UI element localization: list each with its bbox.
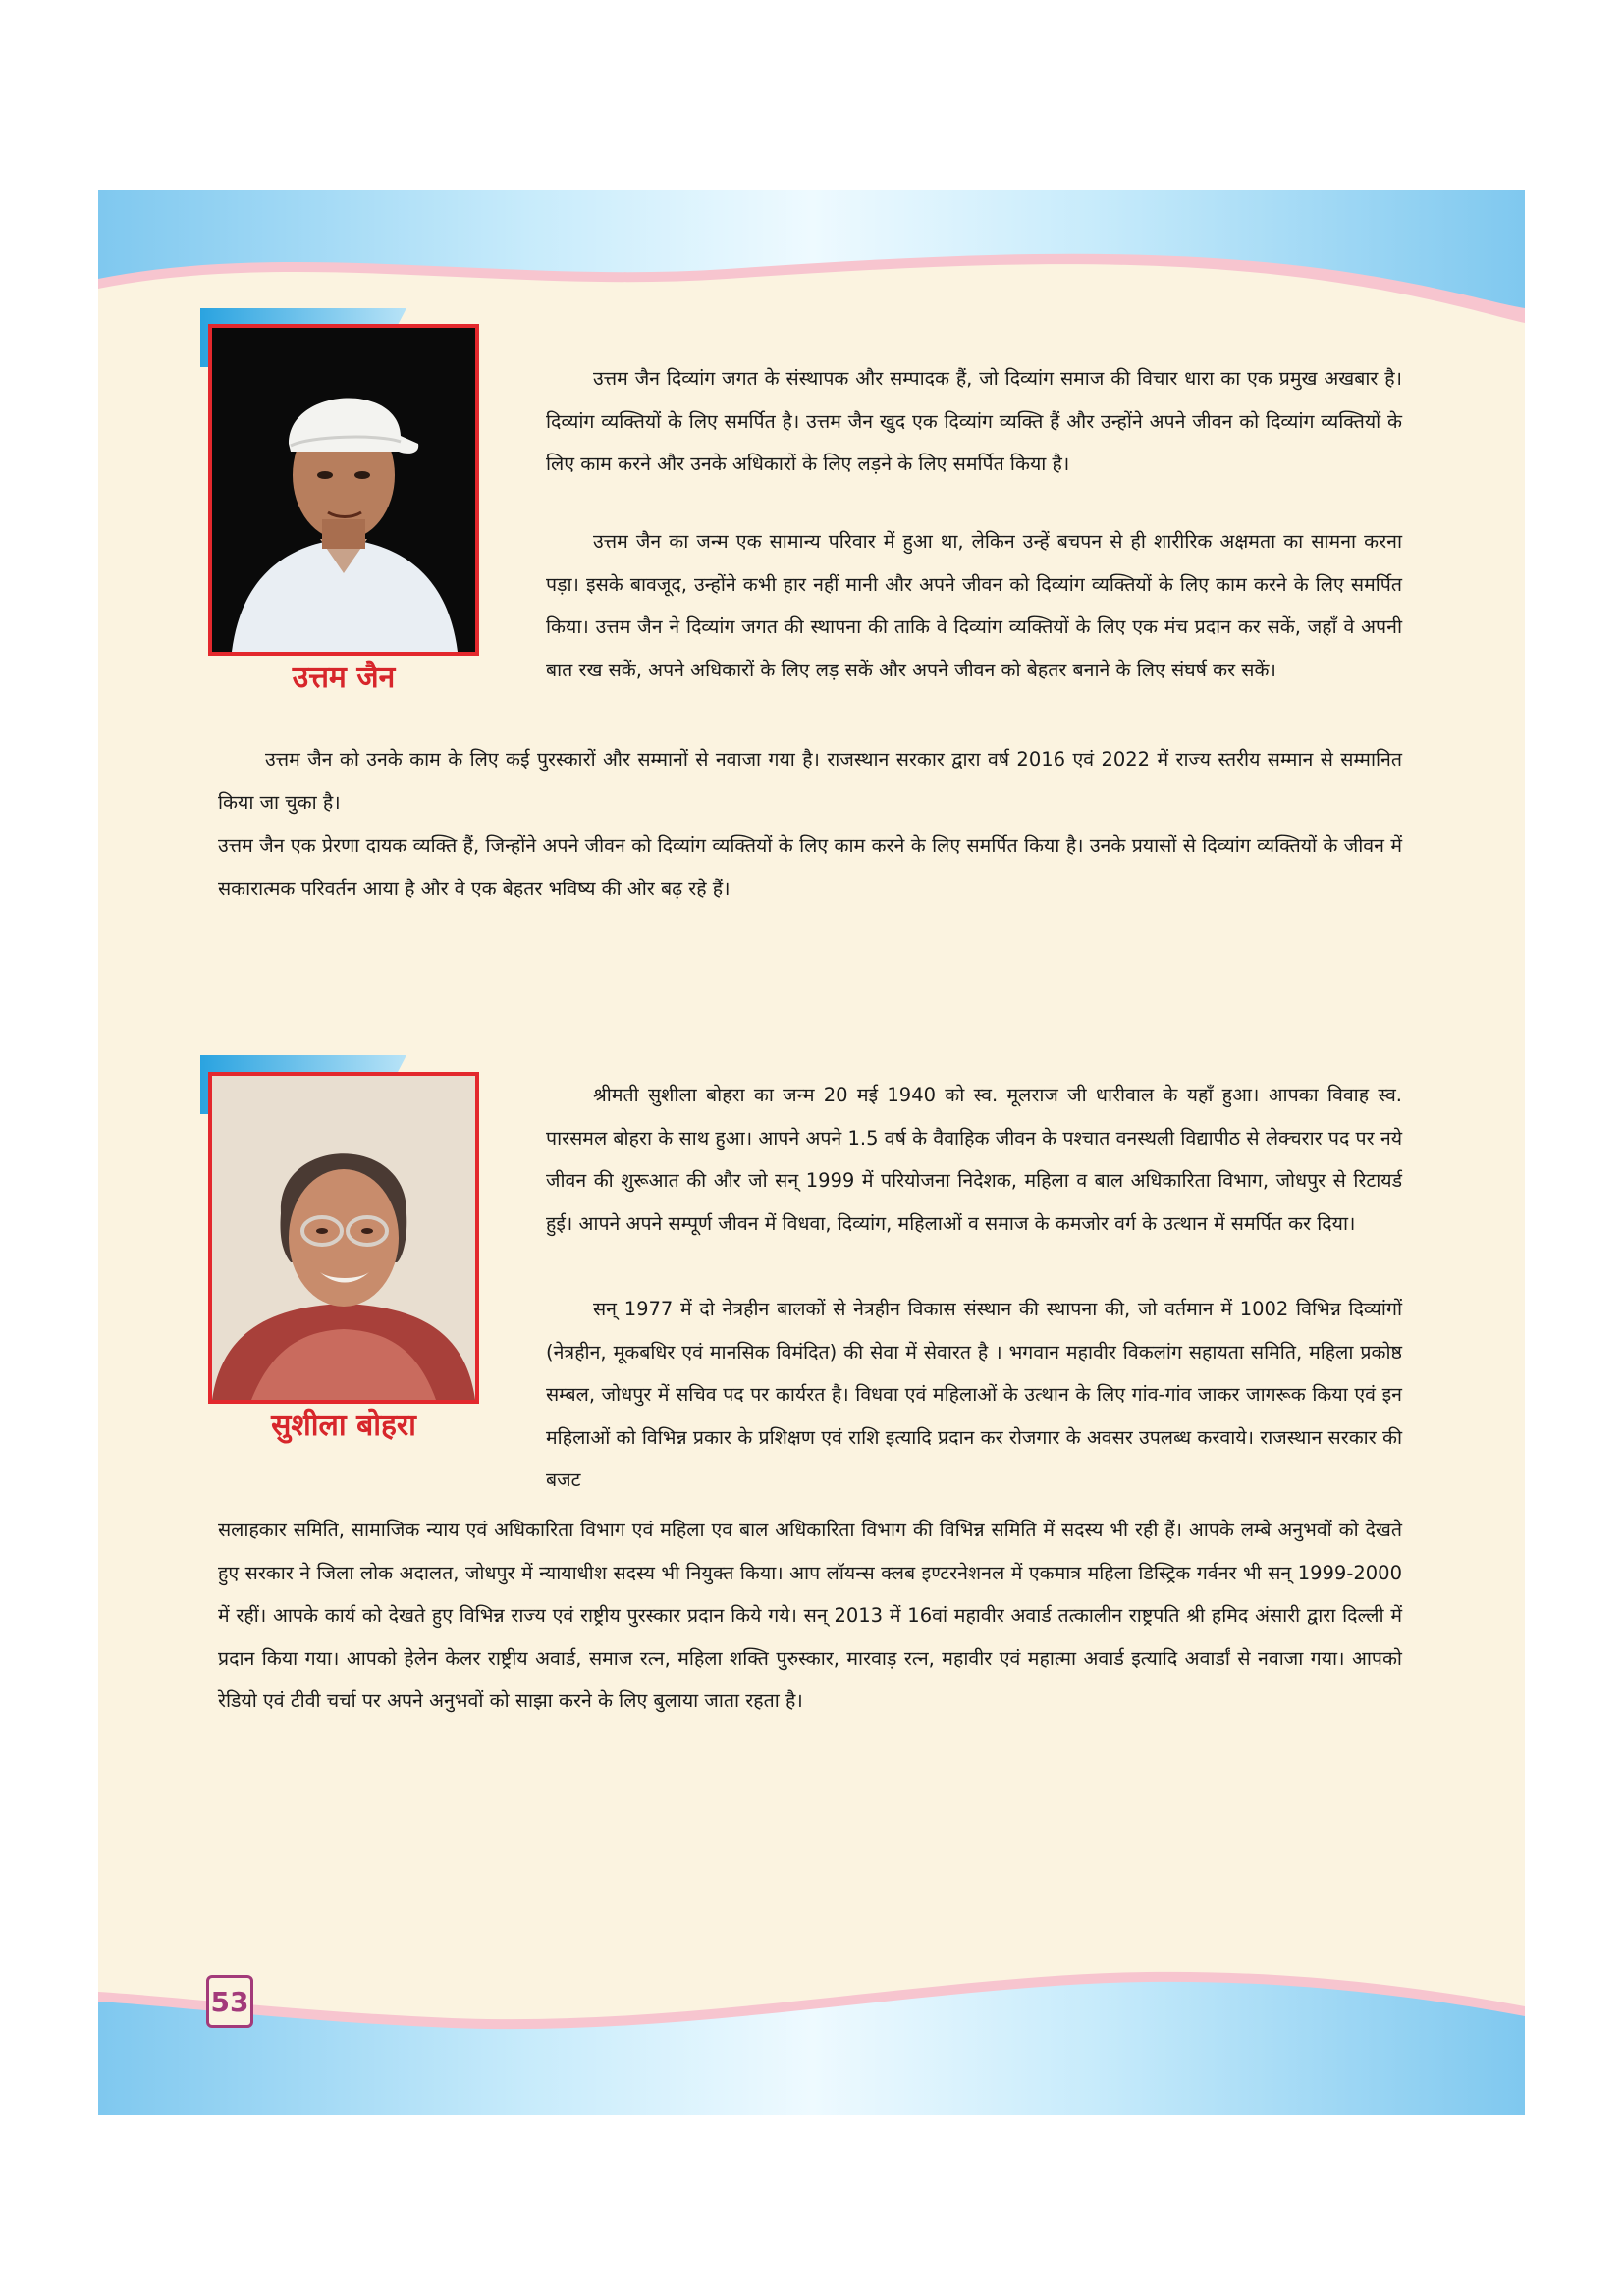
- portrait-photo-elderly-woman-icon: [212, 1076, 475, 1400]
- profile-1-paragraph-2: उत्तम जैन का जन्म एक सामान्य परिवार में हुआ था, लेकिन उन्हें बचपन से ही शारीरिक अक्षमता का सामना करना पड़ा। इसके बावजूद, उन्होंने कभी हार नहीं मानी और अपने जीवन को दिव्यांग व्यक्तियों के लिए काम करने के लिए समर्पित किया। उत्तम जैन ने दिव्यांग जगत की स्थापना की ताकि वे दिव्यांग व्यक्तियों के लिए एक मंच प्रदान कर सकें, जहाँ वे अपनी बात रख सकें, अपने अधिकारों के लिए लड़ सकें और अपने जीवन को बेहतर बनाने के लिए संघर्ष कर सकें।: [546, 530, 1402, 681]
- profile-1-paragraph-3: उत्तम जैन को उनके काम के लिए कई पुरस्कारों और सम्मानों से नवाजा गया है। राजस्थान सरकार द्वारा वर्ष 2016 एवं 2022 में राज्य स्तरीय सम्मान से सम्मानित किया जा चुका है।: [218, 748, 1402, 814]
- profile-1-paragraph-4: उत्तम जैन एक प्रेरणा दायक व्यक्ति हैं, जिन्होंने अपने जीवन को दिव्यांग व्यक्तियों के लिए काम करने के लिए समर्पित किया है। उनके प्रयासों से दिव्यांग व्यक्तियों के जीवन में सकारात्मक परिवर्तन आया है और वे एक बेहतर भविष्य की ओर बढ़ रहे हैं।: [218, 834, 1402, 900]
- profile-2-paragraph-3: सलाहकार समिति, सामाजिक न्याय एवं अधिकारिता विभाग एवं महिला एव बाल अधिकारिता विभाग की विभिन्न समिति में सदस्य भी रही हैं। आपके लम्बे अनुभवों को देखते हुए सरकार ने जिला लोक अदालत, जोधपुर में न्यायाधीश सदस्य भी नियुक्त किया। आप लॉयन्स क्लब इण्टरनेशनल में एकमात्र महिला डिस्ट्रिक गर्वनर भी सन् 1999-2000 में रहीं। आपके कार्य को देखते हुए विभिन्न राज्य एवं राष्ट्रीय पुरस्कार प्रदान किये गये। सन् 2013 में 16वां महावीर अवार्ड तत्कालीन राष्ट्रपति श्री हमिद अंसारी द्वारा दिल्ली में प्रदान किया गया। आपको हेलेन केलर राष्ट्रीय अवार्ड, समाज रत्न, महिला शक्ति पुरुस्कार, मारवाड़ रत्न, महावीर एवं महात्मा अवार्ड इत्यादि अवार्डां से नवाजा गया। आपको रेडियो एवं टीवी चर्चा पर अपने अनुभवों को साझा करने के लिए बुलाया जाता रहता है।: [218, 1519, 1402, 1712]
- page-number: 53: [206, 1975, 253, 2028]
- profile-1-paragraph-1: उत्तम जैन दिव्यांग जगत के संस्थापक और सम्पादक हैं, जो दिव्यांग समाज की विचार धारा का एक प्रमुख अखबार है। दिव्यांग व्यक्तियों के लिए समर्पित है। उत्तम जैन खुद एक दिव्यांग व्यक्ति हैं और उन्होंने अपने जीवन को दिव्यांग व्यक्तियों के लिए काम करने और उनके अधिकारों के लिए लड़ने के लिए समर्पित किया है।: [546, 367, 1402, 475]
- profile-1-photo: [208, 324, 479, 656]
- profile-1-name: उत्तम जैन: [292, 661, 396, 695]
- profile-2-paragraph-2: सन् 1977 में दो नेत्रहीन बालकों से नेत्रहीन विकास संस्थान की स्थापना की, जो वर्तमान में 1002 विभिन्न दिव्यांगों (नेत्रहीन, मूकबधिर एवं मानसिक विमंदित) की सेवा में सेवारत है । भगवान महावीर विकलांग सहायता समिति, महिला प्रकोष्ठ सम्बल, जोधपुर में सचिव पद पर कार्यरत है। विधवा एवं महिलाओं के उत्थान के लिए गांव-गांव जाकर जागरूक किया एवं इन महिलाओं को विभिन्न प्रकार के प्रशिक्षण एवं राशि इत्यादि प्रदान कर रोजगार के अवसर उपलब्ध करवाये। राजस्थान सरकार की बजट: [546, 1298, 1402, 1491]
- profile-2-photo: [208, 1072, 479, 1404]
- portrait-photo-man-cap-icon: [212, 328, 475, 652]
- profile-2-name: सुशीला बोहरा: [271, 1409, 416, 1443]
- profile-2-paragraph-1: श्रीमती सुशीला बोहरा का जन्म 20 मई 1940 को स्व. मूलराज जी धारीवाल के यहाँ हुआ। आपका विवाह स्व. पारसमल बोहरा के साथ हुआ। आपने अपने 1.5 वर्ष के वैवाहिक जीवन के पश्चात वनस्थली विद्यापीठ से लेक्चरार पद पर नये जीवन की शुरूआत की और जो सन् 1999 में परियोजना निदेशक, महिला व बाल अधिकारिता विभाग, जोधपुर से रिटायर्ड हुई। आपने अपने सम्पूर्ण जीवन में विधवा, दिव्यांग, महिलाओं व समाज के कमजोर वर्ग के उत्थान में समर्पित कर दिया।: [546, 1084, 1402, 1235]
